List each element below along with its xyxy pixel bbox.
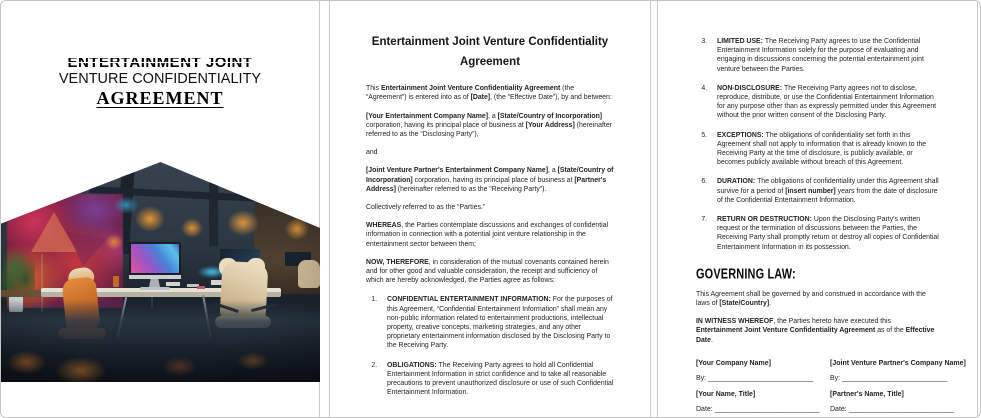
signer-name: [Your Name, Title] — [696, 390, 756, 398]
governing-law-heading: GOVERNING LAW: — [696, 264, 796, 282]
date-label: Date: — [696, 406, 713, 414]
signature-line: ___________________________ — [708, 375, 814, 383]
governing-law-paragraph: This Agreement shall be governed by and construed in accordance with the laws of [State/Country]. — [696, 290, 926, 308]
by-row — [696, 374, 820, 383]
date-row — [696, 405, 820, 414]
document-title: Entertainment Joint Venture Confidentiality Agreement — [371, 36, 609, 68]
date-line: ___________________________ — [714, 406, 820, 414]
cover-page — [1, 1, 320, 417]
signature-block — [696, 359, 966, 418]
agreement-page-2 — [657, 1, 978, 417]
cover-title-line1: ENTERTAINMENT JOINT — [1, 55, 319, 71]
cover-title-line2: VENTURE CONFIDENTIALITY — [58, 70, 262, 87]
now-therefore-paragraph: NOW, THEREFORE, in consideration of the mutual covenants contained herein and for other good and valuable consideration, the receipt and sufficiency of which are hereby acknowledged, the Parties agree as follows: — [366, 258, 609, 285]
by-label: By: — [830, 375, 841, 383]
clause-list-3-7 — [696, 37, 939, 252]
date-label: Date: — [830, 406, 847, 414]
by-row — [830, 374, 966, 383]
intro-paragraph: This Entertainment Joint Venture Confidentiality Agreement (the “Agreement”) is entered into as of [Date], (the “Effective Date”), by and between: — [366, 85, 612, 102]
clause-item: 5. EXCEPTIONS: The obligations of confidentiality set forth in this Agreement shall not apply to information that is already known to the Receiving Party at the time of disclosure, is publicly available, or becomes publicly available without breach of this Agreement. — [709, 131, 939, 168]
clause-item: 4. NON-DISCLOSURE: The Receiving Party agrees not to disclose, reproduce, distribute, or use the Confidential Entertainment Information for any purpose other than as expressly permitted under this Agreement without the prior written consent of the Disclosing Party. — [709, 84, 939, 121]
signature-line: ___________________________ — [842, 375, 948, 383]
company-name: [Joint Venture Partner's Company Name] — [830, 359, 966, 367]
signer-name: [Partner's Name, Title] — [830, 390, 904, 398]
disclosing-party-paragraph: [Your Entertainment Company Name], a [State/Country of Incorporation] corporation, having its principal place of business at [Your Address] (hereinafter referred to as the “Disclosing Party”), — [366, 112, 612, 138]
clause-item: 3. LIMITED USE: The Receiving Party agrees to use the Confidential Entertainment Information solely for the purpose of evaluating and engaging in discussions concerning the potential entertainment joint venture between the Parties. — [709, 37, 939, 74]
signature-column-right — [830, 359, 966, 418]
clause-item: 1. CONFIDENTIAL ENTERTAINMENT INFORMATION: For the purposes of this Agreement, “Confidential Entertainment Information” shall mean any non-public information related to entertainment productions, intellectual property, creative concepts, marketing strategies, and any other proprietary entertainment information disclosed by the Disclosing Party to the Receiving Party. — [379, 295, 614, 350]
signature-column-left — [696, 359, 820, 418]
clause-item: 6. DURATION: The obligations of confidentiality under this Agreement shall survive for a period of [insert number] years from the date of disclosure of the Confidential Entertainment Information. — [709, 177, 939, 205]
office-photo — [1, 162, 320, 382]
clause-item: 2. OBLIGATIONS: The Receiving Party agrees to hold all Confidential Entertainment Information in strict confidence and to take all reasonable precautions to prevent unauthorized disclosure or use of such Confidential Entertainment Information. — [379, 361, 614, 398]
cover-title-line3: AGREEMENT — [96, 87, 224, 108]
by-label: By: — [696, 375, 707, 383]
witness-paragraph: IN WITNESS WHEREOF, the Parties hereto have executed this Entertainment Joint Venture Confidentiality Agreement as of the Effective Date. — [696, 318, 935, 344]
clause-item: 7. RETURN OR DESTRUCTION: Upon the Disclosing Party's written request or the termination of discussions between the Parties, the Receiving Party shall promptly return or destroy all copies of Confidential Entertainment Information in its possession. — [709, 215, 939, 252]
agreement-page-1 — [329, 1, 651, 417]
and-connector: and — [366, 149, 378, 157]
date-line: ___________________________ — [848, 406, 954, 414]
company-name: [Your Company Name] — [696, 359, 771, 367]
parties-paragraph: Collectively referred to as the “Parties.” — [366, 203, 486, 211]
clause-list-1-2 — [366, 295, 614, 397]
cover-title — [1, 55, 319, 108]
whereas-paragraph: WHEREAS, the Parties contemplate discussions and exchanges of confidential information in connection with a potential joint venture relationship in the entertainment sector between them; — [366, 222, 609, 248]
receiving-party-paragraph: [Joint Venture Partner's Entertainment Company Name], a [State/Country of Incorporation] corporation, having its principal place of business at [Partner's Address] (hereinafter referred to as the “Receiving Party”). — [366, 167, 614, 193]
photo-vignette — [1, 162, 320, 382]
date-row — [830, 405, 966, 414]
